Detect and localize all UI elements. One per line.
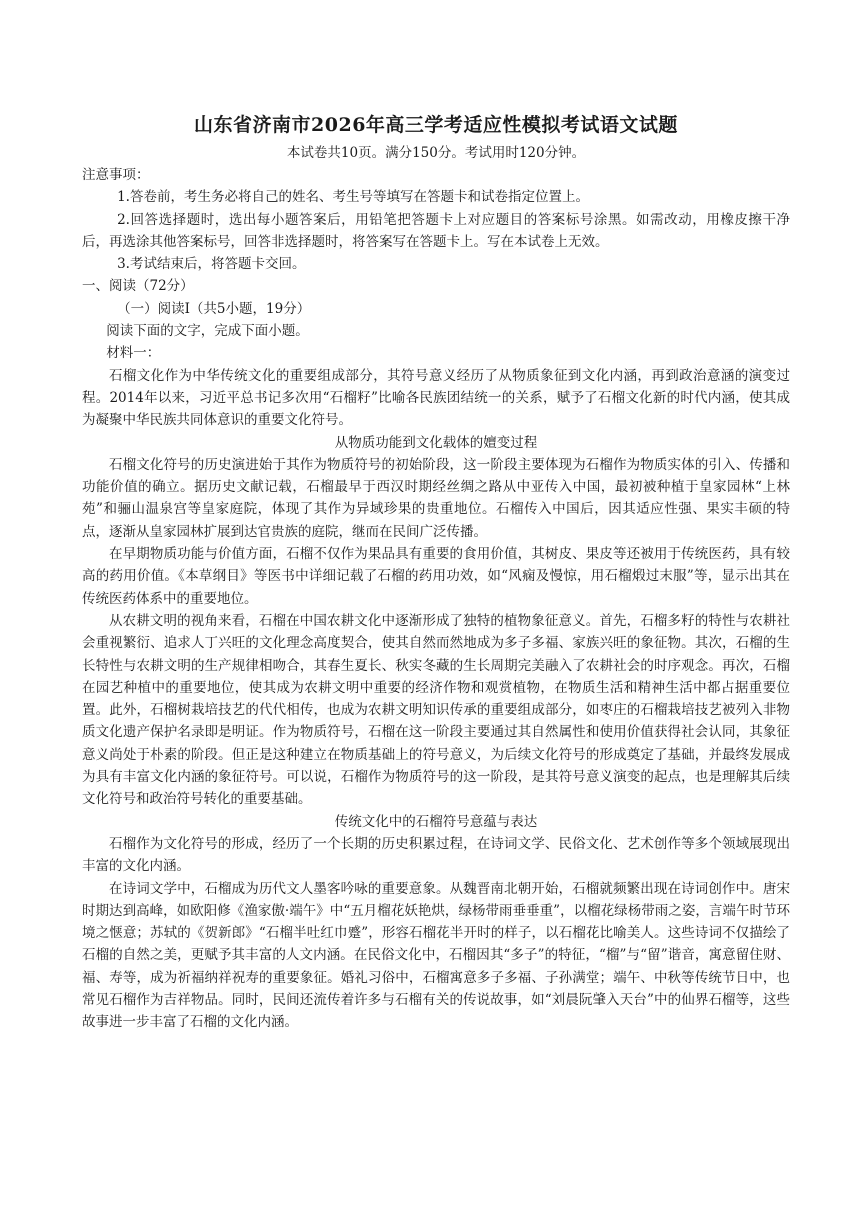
article-subheading: 从物质功能到文化载体的嬗变过程 — [334, 434, 538, 451]
notice-item: 1.答卷前，考生务必将自己的姓名、考生号等填写在答题卡和试卷指定位置上。 — [117, 189, 589, 206]
page-title: 山东省济南市2026年高三学考适应性模拟考试语文试题 — [194, 114, 678, 136]
instruction-text: 阅读下面的文字，完成下面小题。 — [106, 323, 309, 340]
body-paragraph: 在早期物质功能与价值方面，石榴不仅作为果品具有重要的食用价值，其树皮、果皮等还被用于传统医药，具有较高的药用价值。《本草纲目》等医书中详细记载了石榴的药用功效，如“风痫及慢惊，用石榴煅过末服”等，显示出其在传统医药体系中的重要地位。 — [82, 546, 790, 607]
notice-item: 3.考试结束后，将答题卡交回。 — [117, 256, 306, 273]
body-paragraph: 石榴文化作为中华传统文化的重要组成部分，其符号意义经历了从物质象征到文化内涵，再到政治意涵的演变过程。2014年以来，习近平总书记多次用“石榴籽”比喻各民族团结统一的关系，赋予了石榴文化新的时代内涵，使其成为凝聚中华民族共同体意识的重要文化符号。 — [82, 367, 790, 429]
body-paragraph: 石榴文化符号的历史演进始于其作为物质符号的初始阶段，这一阶段主要体现为石榴作为物质实体的引入、传播和功能价值的确立。据历史文献记载，石榴最早于西汉时期经丝绸之路从中亚传入中国，最初被种植于皇家园林“上林苑”和骊山温泉宫等皇家庭院，体现了其作为异域珍果的贵重地位。石榴传入中国后，因其适应性强、果实丰硕的特点，逐渐从皇家园林扩展到达官贵族的庭院，继而在民间广泛传播。 — [82, 456, 790, 540]
material-label: 材料一： — [106, 345, 161, 362]
notice-item: 2.回答选择题时，选出每小题答案后，用铅笔把答题卡上对应题目的答案标号涂黑。如需改动，用橡皮擦干净后，再选涂其他答案标号，回答非选择题时，将答案写在答题卡上。写在本试卷上无效。 — [82, 211, 790, 250]
subsection-heading: （一）阅读Ⅰ（共5小题，19分） — [117, 300, 311, 317]
article-subheading: 传统文化中的石榴符号意蕴与表达 — [334, 813, 538, 830]
body-paragraph: 从农耕文明的视角来看，石榴在中国农耕文化中逐渐形成了独特的植物象征意义。首先，石榴多籽的特性与农耕社会重视繁衍、追求人丁兴旺的文化理念高度契合，使其自然而然地成为多子多福、家族兴旺的象征物。其次，石榴的生长特性与农耕文明的生产规律相吻合，其春生夏长、秋实冬藏的生长周期完美融入了农耕社会的时序观念。再次，石榴在园艺种植中的重要地位，使其成为农耕文明中重要的经济作物和观赏植物，在物质生活和精神生活中都占据重要位置。此外，石榴树栽培技艺的代代相传，也成为农耕文明知识传承的重要组成部分，如枣庄的石榴栽培技艺被列入非物质文化遗产保护名录即是明证。作为物质符号，石榴在这一阶段主要通过其自然属性和使用价值获得社会认同，其象征意义尚处于朴素的阶段。但正是这种建立在物质基础上的符号意义，为后续文化符号的形成奠定了基础，并最终发展成为具有丰富文化内涵的象征符号。可以说，石榴作为物质符号的这一阶段，是其符号意义演变的起点，也是理解其后续文化符号和政治符号转化的重要基础。 — [82, 612, 790, 808]
body-paragraph: 在诗词文学中，石榴成为历代文人墨客吟咏的重要意象。从魏晋南北朝开始，石榴就频繁出现在诗词创作中。唐宋时期达到高峰，如欧阳修《渔家傲·端午》中“五月榴花妖艳烘，绿杨带雨垂垂重”，以榴花绿杨带雨之姿，言端午时节环境之惬意；苏轼的《贺新郎》“石榴半吐红巾蹙”，形容石榴花半开时的样子，以石榴花比喻美人。这些诗词不仅描绘了石榴的自然之美，更赋予其丰富的人文内涵。在民俗文化中，石榴因其“多子”的特征，“榴”与“留”谐音，寓意留住财、福、寿等，成为祈福纳祥祝寿的重要象征。婚礼习俗中，石榴寓意多子多福、子孙满堂；端午、中秋等传统节日中，也常见石榴作为吉祥物品。同时，民间还流传着许多与石榴有关的传说故事，如“刘晨阮肇入天台”中的仙界石榴等，这些故事进一步丰富了石榴的文化内涵。 — [82, 880, 790, 1031]
exam-info: 本试卷共10页。满分150分。考试用时120分钟。 — [286, 145, 586, 161]
section-heading: 一、阅读（72分） — [82, 278, 194, 295]
notice-label: 注意事项： — [82, 167, 150, 183]
body-paragraph: 石榴作为文化符号的形成，经历了一个长期的历史积累过程，在诗词文学、民俗文化、艺术创作等多个领域展现出丰富的文化内涵。 — [82, 835, 790, 875]
